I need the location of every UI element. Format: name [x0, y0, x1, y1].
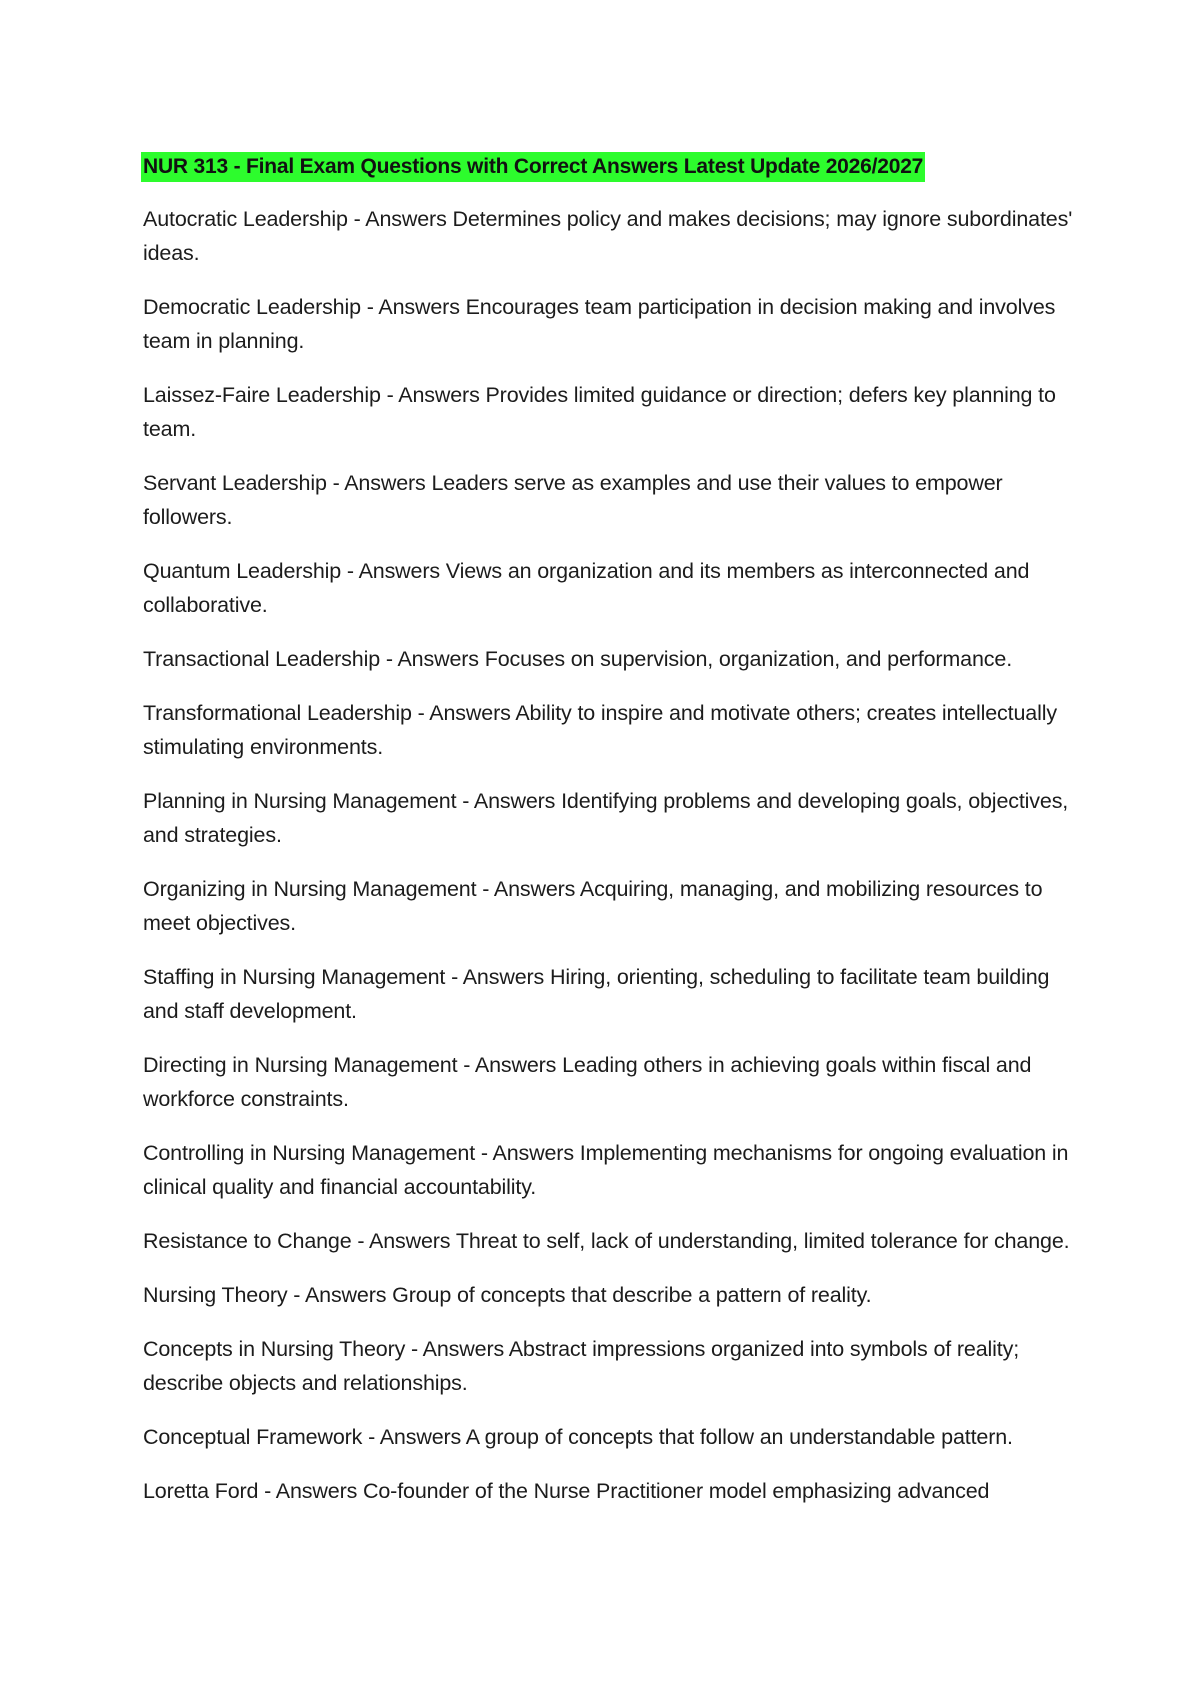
entry-nursing-theory: Nursing Theory - Answers Group of concepts that describe a pattern of reality.	[143, 1283, 872, 1307]
entry-resistance-to-change: Resistance to Change - Answers Threat to self, lack of understanding, limited tolerance for change.	[143, 1229, 1070, 1253]
entry-directing: Directing in Nursing Management - Answers Leading others in achieving goals within fiscal and workforce constraints.	[143, 1053, 1032, 1111]
entry-loretta-ford: Loretta Ford - Answers Co-founder of the Nurse Practitioner model emphasizing advanced	[143, 1479, 990, 1503]
entry-conceptual-framework: Conceptual Framework - Answers A group of concepts that follow an understandable pattern.	[143, 1425, 1013, 1449]
entry-controlling: Controlling in Nursing Management - Answers Implementing mechanisms for ongoing evaluation in clinical quality and financial accountability.	[143, 1141, 1069, 1199]
entry-transactional-leadership: Transactional Leadership - Answers Focuses on supervision, organization, and performance.	[143, 647, 1013, 671]
entry-quantum-leadership: Quantum Leadership - Answers Views an organization and its members as interconnected and collaborative.	[143, 559, 1030, 617]
entry-organizing: Organizing in Nursing Management - Answers Acquiring, managing, and mobilizing resources to meet objectives.	[143, 877, 1043, 935]
entry-servant-leadership: Servant Leadership - Answers Leaders serve as examples and use their values to empower followers.	[143, 471, 1003, 529]
entry-autocratic-leadership: Autocratic Leadership - Answers Determines policy and makes decisions; may ignore subordinates' ideas.	[143, 207, 1073, 265]
entry-planning: Planning in Nursing Management - Answers Identifying problems and developing goals, objectives, and strategies.	[143, 789, 1069, 847]
entry-concepts-in-nursing-theory: Concepts in Nursing Theory - Answers Abstract impressions organized into symbols of reality; describe objects and relationships.	[143, 1337, 1020, 1395]
document-title: NUR 313 - Final Exam Questions with Correct Answers Latest Update 2026/2027	[141, 152, 925, 182]
document-page	[143, 152, 1078, 1528]
entry-staffing: Staffing in Nursing Management - Answers Hiring, orienting, scheduling to facilitate team building and staff development.	[143, 965, 1050, 1023]
entry-transformational-leadership: Transformational Leadership - Answers Ability to inspire and motivate others; creates intellectually stimulating environments.	[143, 701, 1057, 759]
entry-democratic-leadership: Democratic Leadership - Answers Encourages team participation in decision making and involves team in planning.	[143, 295, 1056, 353]
entry-laissez-faire-leadership: Laissez-Faire Leadership - Answers Provides limited guidance or direction; defers key planning to team.	[143, 383, 1056, 441]
